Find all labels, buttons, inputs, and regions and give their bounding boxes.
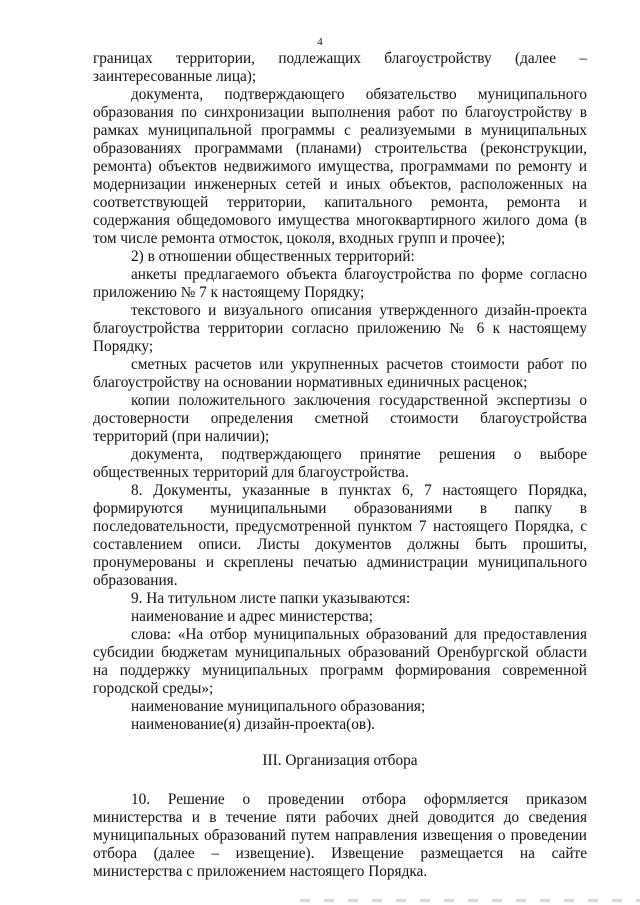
paragraph-item-8: 8. Документы, указанные в пунктах 6, 7 настоящего Порядка, формируются муниципальными образованиями в папку в последовательности, предусмотренной пунктом 7 настоящего Порядка, с составлением описи. Листы документов должны быть прошиты, пронумерованы и скреплены печатью администрации муниципального образования. [93, 482, 587, 589]
paragraph-estimates: сметных расчетов или укрупненных расчетов стоимости работ по благоустройству на основании нормативных единичных расценок; [93, 356, 587, 391]
paragraph-item-10: 10. Решение о проведении отбора оформляется приказом министерства и в течение пяти рабочих дней доводится до сведения муниципальных образований путем направления извещения о проведении отбора (далее – извещение). Извещение размещается на сайте министерства с приложением настоящего Порядка. [93, 791, 587, 880]
section-heading: III. Организация отбора [262, 752, 418, 769]
paragraph-interested-persons: границах территории, подлежащих благоустройству (далее – заинтересованные лица); [93, 50, 587, 85]
paragraph-ministry-name: наименование и адрес министерства; [131, 608, 373, 625]
page-number: 4 [317, 36, 323, 48]
paragraph-item-9: 9. На титульном листе папки указываются: [131, 590, 411, 607]
paragraph-decision-document: документа, подтверждающего принятие решения о выборе общественных территорий для благоустройства. [93, 446, 587, 481]
paragraph-questionnaire: анкеты предлагаемого объекта благоустройства по форме согласно приложению № 7 к настоящему Порядку; [93, 266, 587, 301]
section-spacer [93, 770, 587, 791]
paragraph-expert-conclusion: копии положительного заключения государственной экспертизы о достоверности определения сметной стоимости благоустройства территорий (при наличии); [93, 392, 587, 445]
paragraph-design-description: текстового и визуального описания утвержденного дизайн-проекта благоустройства территории согласно приложению № 6 к настоящему Порядку; [93, 302, 587, 355]
paragraph-municipality-name: наименование муниципального образования; [131, 698, 426, 715]
paragraph-public-territories: 2) в отношении общественных территорий: [131, 248, 415, 265]
paragraph-obligation-document: документа, подтверждающего обязательство муниципального образования по синхронизации выполнения работ по благоустройству в рамках муниципальной программы с реализуемыми в муниципальных образованиях программами (планами) строительства (реконструкции, ремонта) объектов недвижимого имущества, программами по ремонту и модернизации инженерных сетей и иных объектов, расположенных на соответствующей территории, капитального ремонта, ремонта и содержания общедомового имущества многоквартирного жилого дома (в том числе ремонта отмосток, цоколя, входных групп и прочее); [93, 86, 587, 247]
paragraph-design-project-name: наименование(я) дизайн-проекта(ов). [131, 716, 375, 733]
paragraph-title-words: слова: «На отбор муниципальных образований для предоставления субсидии бюджетам муниципальных образований Оренбургской области на поддержку муниципальных программ формирования современной городской среды»; [93, 626, 587, 697]
document-body [93, 50, 587, 881]
scan-artifact [300, 899, 640, 902]
